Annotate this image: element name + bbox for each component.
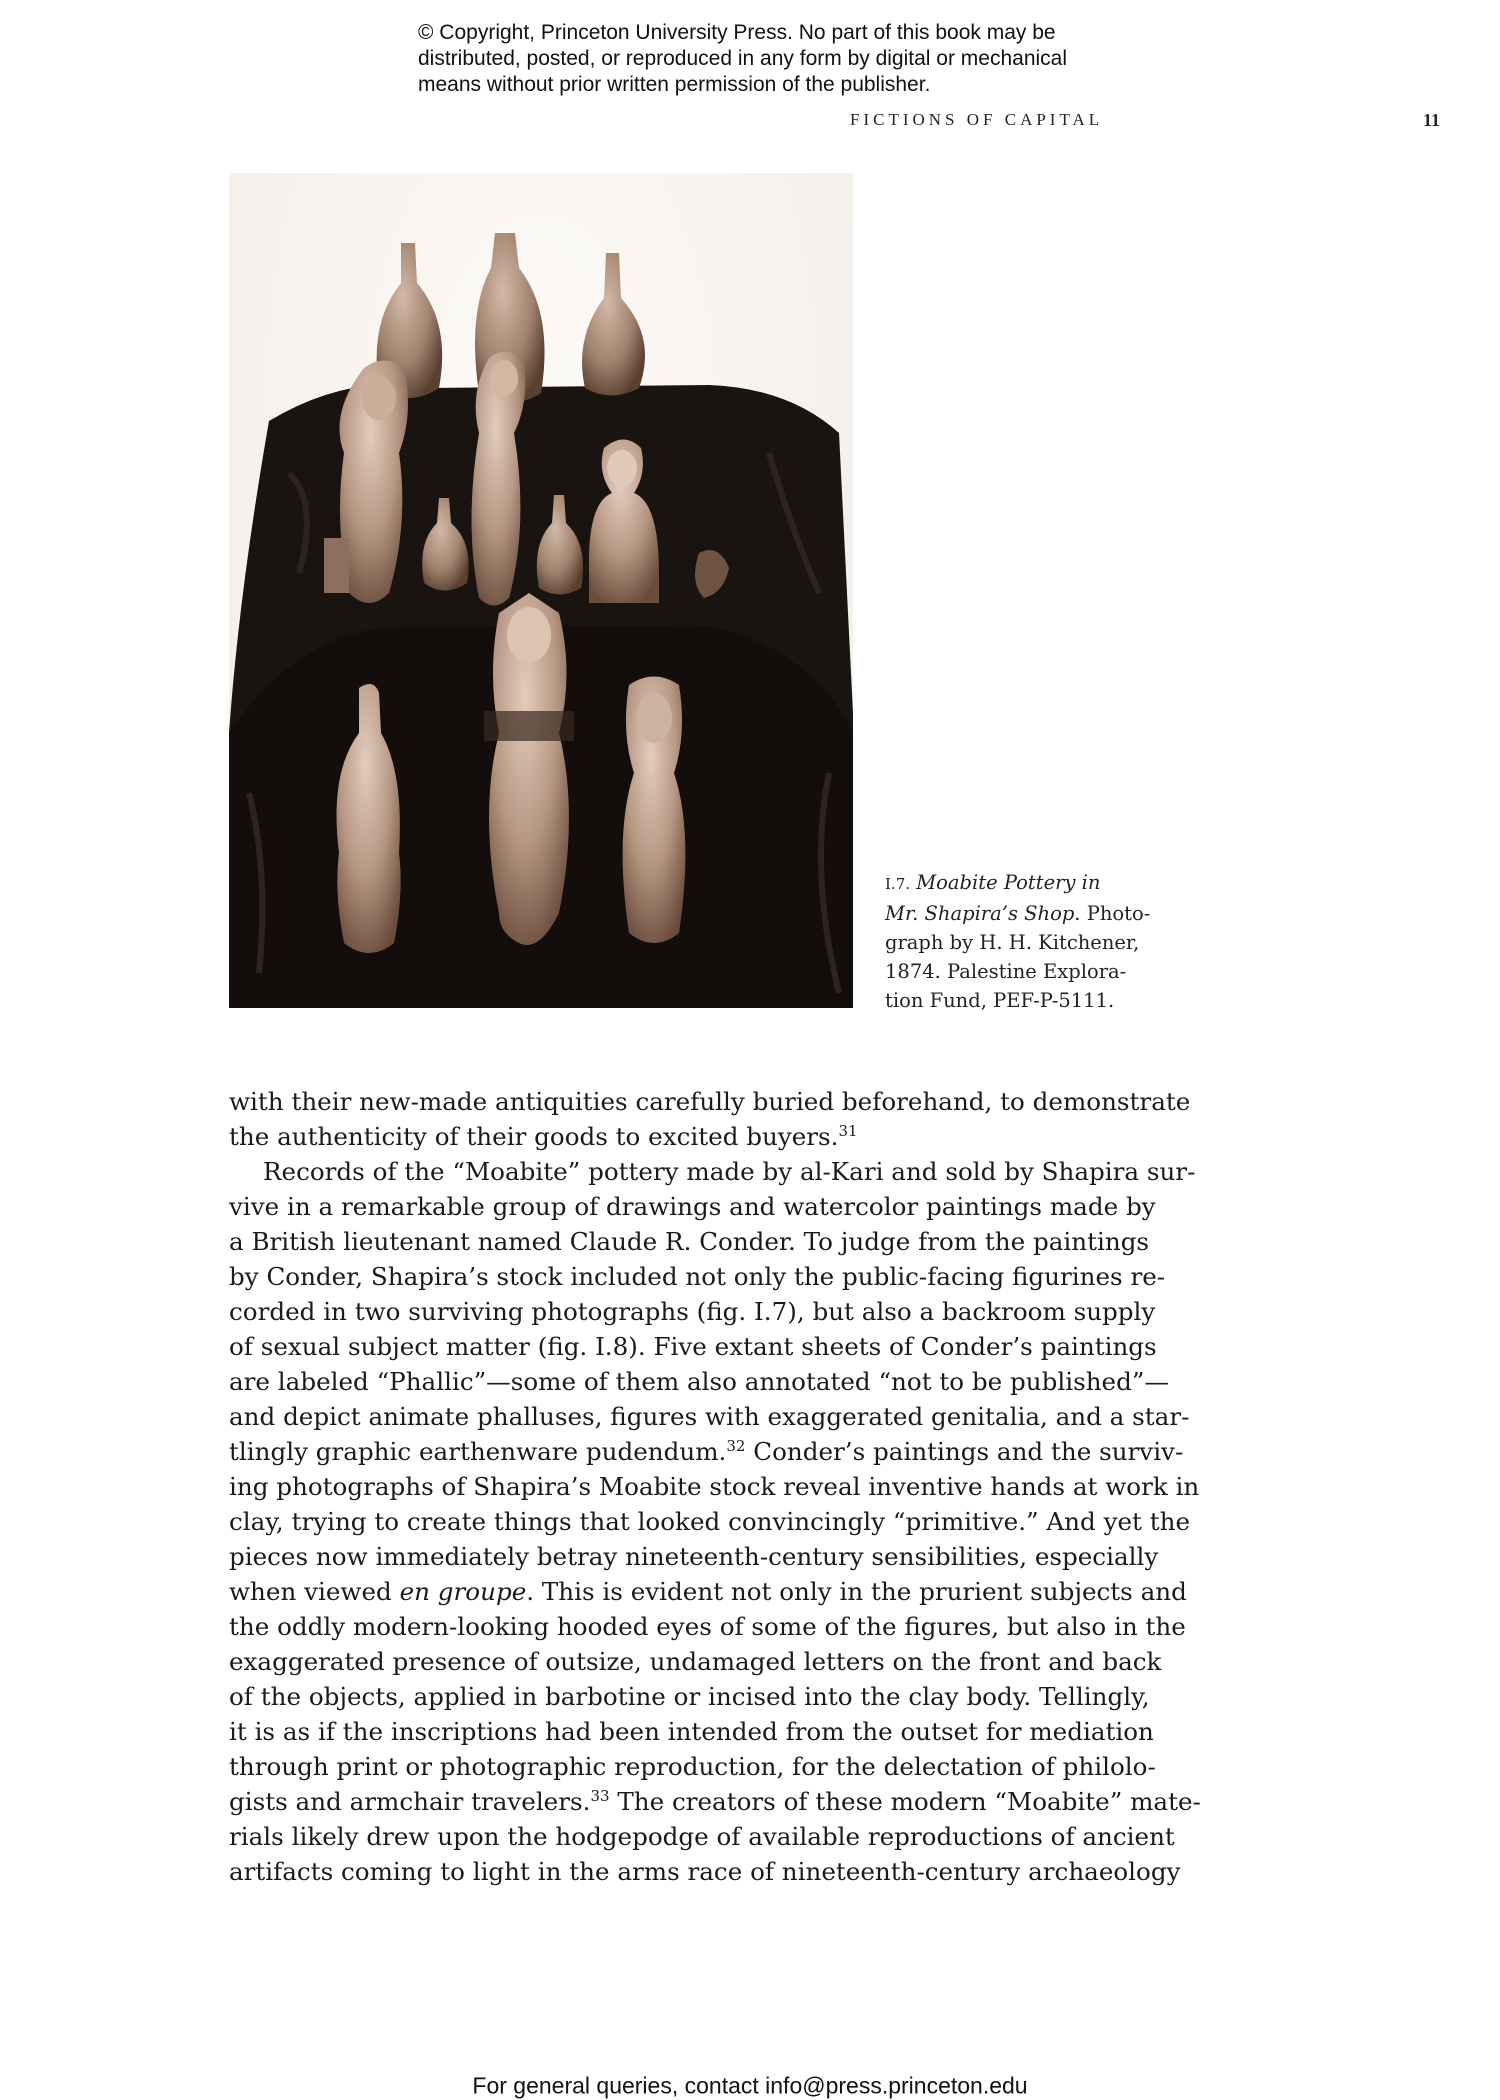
line-text: with their new-made antiquities carefully buried beforehand, to demonstrate xyxy=(229,1087,1191,1116)
line-text: Conder’s paintings and the surviv- xyxy=(745,1437,1184,1466)
line-text: rials likely drew upon the hodgepodge of available reproductions of ancient xyxy=(229,1822,1175,1851)
footer-contact: For general queries, contact info@press.princeton.edu xyxy=(472,2072,1028,2099)
body-line xyxy=(229,1399,1190,1434)
body-line xyxy=(229,1749,1156,1784)
line-text: vive in a remarkable group of drawings and watercolor paintings made by xyxy=(229,1192,1156,1221)
line-text: it is as if the inscriptions had been intended from the outset for mediation xyxy=(229,1717,1154,1746)
body-line xyxy=(229,1504,1191,1539)
body-line xyxy=(229,1574,1187,1609)
footnote-marker[interactable]: 32 xyxy=(726,1436,746,1455)
line-text: the authenticity of their goods to excited buyers. xyxy=(229,1122,839,1151)
line-text: tlingly graphic earthenware pudendum. xyxy=(229,1437,727,1466)
body-line xyxy=(229,1609,1186,1644)
line-text: of sexual subject matter (fig. I.8). Five extant sheets of Conder’s paintings xyxy=(229,1332,1157,1361)
footnote-marker[interactable]: 31 xyxy=(838,1121,858,1140)
pottery-photo-image xyxy=(229,173,853,1008)
body-line xyxy=(229,1259,1166,1294)
line-text: and depict animate phalluses, figures with exaggerated genitalia, and a star- xyxy=(229,1402,1190,1431)
line-text: pieces now immediately betray nineteenth-century sensibilities, especially xyxy=(229,1542,1159,1571)
body-paragraphs xyxy=(229,1084,1201,1889)
copyright-line: means without prior written permission of the publisher. xyxy=(418,73,931,96)
caption-line: tion Fund, PEF-P-5111. xyxy=(885,989,1115,1012)
body-line xyxy=(229,1084,1191,1119)
body-line xyxy=(229,1854,1181,1889)
body-line xyxy=(229,1294,1156,1329)
caption-title: Moabite Pottery in xyxy=(916,871,1101,894)
figure-label: I.7. xyxy=(885,875,911,893)
figure-caption xyxy=(885,868,1155,1015)
line-text: a British lieutenant named Claude R. Conder. To judge from the paintings xyxy=(229,1227,1150,1256)
body-line xyxy=(229,1119,1145,1154)
body-line xyxy=(229,1714,1154,1749)
body-line xyxy=(229,1224,1150,1259)
body-line xyxy=(229,1644,1162,1679)
line-text: exaggerated presence of outsize, undamaged letters on the front and back xyxy=(229,1647,1162,1676)
body-line xyxy=(229,1329,1157,1364)
line-text: the oddly modern-looking hooded eyes of some of the figures, but also in the xyxy=(229,1612,1186,1641)
line-text: when viewed xyxy=(229,1577,400,1606)
caption-line: graph by H. H. Kitchener, xyxy=(885,931,1140,954)
caption-line: 1874. Palestine Explora- xyxy=(885,960,1127,983)
line-text: of the objects, applied in barbotine or incised into the clay body. Tellingly, xyxy=(229,1682,1150,1711)
footnote-marker[interactable]: 33 xyxy=(590,1786,610,1805)
caption-text: . Photo- xyxy=(1074,902,1151,925)
line-text: are labeled “Phallic”—some of them also annotated “not to be published”— xyxy=(229,1367,1170,1396)
body-line xyxy=(229,1539,1159,1574)
body-line xyxy=(229,1154,1196,1189)
line-text: clay, trying to create things that looked convincingly “primitive.” And yet the xyxy=(229,1507,1191,1536)
body-line xyxy=(229,1364,1170,1399)
line-text: corded in two surviving photographs (fig. I.7), but also a backroom supply xyxy=(229,1297,1156,1326)
running-head: FICTIONS OF CAPITAL xyxy=(850,110,1104,129)
italic-phrase: en groupe xyxy=(399,1577,527,1606)
line-text: artifacts coming to light in the arms race of nineteenth-century archaeology xyxy=(229,1857,1181,1886)
caption-line xyxy=(885,899,1155,928)
body-line xyxy=(229,1469,1200,1504)
line-text: gists and armchair travelers. xyxy=(229,1787,591,1816)
body-line xyxy=(229,1679,1150,1714)
line-text: Records of the “Moabite” pottery made by al-Kari and sold by Shapira sur- xyxy=(263,1157,1196,1186)
copyright-notice xyxy=(418,20,1158,98)
body-line xyxy=(229,1784,1201,1819)
line-text: The creators of these modern “Moabite” mate- xyxy=(609,1787,1201,1816)
body-line xyxy=(229,1189,1156,1224)
line-text: by Conder, Shapira’s stock included not only the public-facing figurines re- xyxy=(229,1262,1166,1291)
line-text: through print or photographic reproduction, for the delectation of philolo- xyxy=(229,1752,1156,1781)
figure-photograph xyxy=(229,173,853,1008)
body-line xyxy=(229,1434,1184,1469)
copyright-line: distributed, posted, or reproduced in any form by digital or mechanical xyxy=(418,47,1068,70)
caption-title: Mr. Shapira’s Shop xyxy=(885,902,1075,925)
caption-line xyxy=(885,868,1155,899)
line-text: ing photographs of Shapira’s Moabite stock reveal inventive hands at work in xyxy=(229,1472,1200,1501)
page-number: 11 xyxy=(1422,110,1440,130)
body-line xyxy=(229,1819,1175,1854)
copyright-line: © Copyright, Princeton University Press. No part of this book may be xyxy=(418,21,1056,44)
line-text: . This is evident not only in the prurient subjects and xyxy=(526,1577,1187,1606)
